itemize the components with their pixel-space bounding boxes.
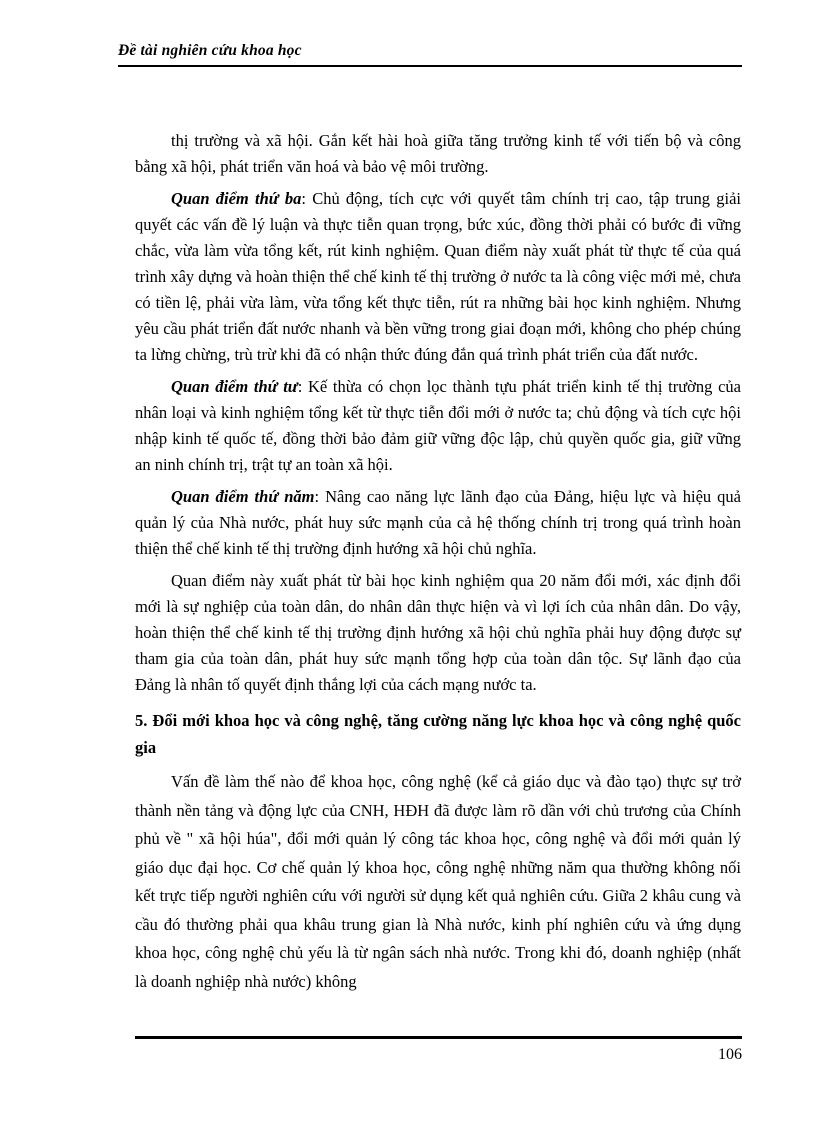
section-heading: 5. Đổi mới khoa học và công nghệ, tăng cường năng lực khoa học và công nghệ quốc gia xyxy=(135,711,741,757)
page-header xyxy=(118,42,742,67)
paragraph-lead: Quan điểm thứ năm xyxy=(171,487,315,506)
header-rule xyxy=(118,65,742,67)
paragraph-text: : Nâng cao năng lực lãnh đạo của Đảng, hiệu lực và hiệu quả quản lý của Nhà nước, phát huy sức mạnh của cả hệ thống chính trị trong quá trình hoàn thiện thể chế kinh tế thị trường định hướng xã hội chủ nghĩa. xyxy=(135,487,742,558)
paragraph-text: : Kế thừa có chọn lọc thành tựu phát triển kinh tế thị trường của nhân loại và kinh nghiệm tổng kết từ thực tiễn đổi mới ở nước ta; chủ động và tích cực hội nhập kinh tế quốc tế, đồng thời bảo đảm giữ vững độc lập, chủ quyền quốc gia, giữ vững an ninh chính trị, trật tự an toàn xã hội. xyxy=(135,377,741,474)
paragraph-text: Quan điểm này xuất phát từ bài học kinh nghiệm qua 20 năm đổi mới, xác định đổi mới là sự nghiệp của toàn dân, do nhân dân thực hiện và vì lợi ích của nhân dân. Do vậy, hoàn thiện thể chế kinh tế thị trường định hướng xã hội chủ nghĩa phải huy động được sự tham gia của toàn dân, phát huy sức mạnh tổng hợp của toàn dân tộc. Sự lãnh đạo của Đảng là nhân tố quyết định thắng lợi của cách mạng nước ta. xyxy=(135,571,741,694)
paragraph-viewpoint-three xyxy=(135,186,741,368)
footer-rule xyxy=(135,1036,742,1039)
paragraph-science-technology xyxy=(135,768,741,996)
paragraph-lead: Quan điểm thứ tư xyxy=(171,377,298,396)
paragraph-viewpoint-explanation xyxy=(135,568,741,698)
paragraph-text: Vấn đề làm thế nào để khoa học, công nghệ (kể cả giáo dục và đào tạo) thực sự trở thành nền tảng và động lực của CNH, HĐH đã được làm rõ dần với chủ trương của Chính phủ về " xã hội húa", đổi mới quản lý công tác khoa học, công nghệ và đổi mới quản lý giáo dục đại học. Cơ chế quản lý khoa học, công nghệ những năm qua thường không nối kết trực tiếp người nghiên cứu với người sử dụng kết quả nghiên cứu. Giữa 2 khâu cung và cầu đó thường phải qua khâu trung gian là Nhà nước, kinh phí nghiên cứu và ứng dụng khoa học, công nghệ chủ yếu là từ ngân sách nhà nước. Trong khi đó, doanh nghiệp (nhất là doanh nghiệp nhà nước) không xyxy=(135,772,741,991)
page-content xyxy=(135,128,741,1002)
header-title: Đề tài nghiên cứu khoa học xyxy=(118,42,302,59)
page-number: 106 xyxy=(718,1046,742,1063)
paragraph-viewpoint-five xyxy=(135,484,741,562)
paragraph-lead: Quan điểm thứ ba xyxy=(171,189,302,208)
paragraph-continuation xyxy=(135,128,741,180)
paragraph-viewpoint-four xyxy=(135,374,741,478)
paragraph-text: : Chủ động, tích cực với quyết tâm chính trị cao, tập trung giải quyết các vấn đề lý luận và thực tiễn quan trọng, bức xúc, đồng thời phải có bước đi vững chắc, vừa làm vừa tổng kết, rút kinh nghiệm. Quan điểm này xuất phát từ thực tế của quá trình xây dựng và hoàn thiện thể chế kinh tế thị trường ở nước ta là công việc mới mẻ, chưa có tiền lệ, phải vừa làm, vừa tổng kết thực tiễn, rút ra những bài học kinh nghiệm. Nhưng yêu cầu phát triển đất nước nhanh và bền vững trong giai đoạn mới, không cho phép chúng ta lừng chừng, trù trừ khi đã có nhận thức đúng đắn quá trình phát triển của đất nước. xyxy=(135,189,741,364)
paragraph-text: thị trường và xã hội. Gắn kết hài hoà giữa tăng trưởng kinh tế với tiến bộ và công bằng xã hội, phát triển văn hoá và bảo vệ môi trường. xyxy=(135,131,741,176)
page-footer xyxy=(135,1036,742,1064)
